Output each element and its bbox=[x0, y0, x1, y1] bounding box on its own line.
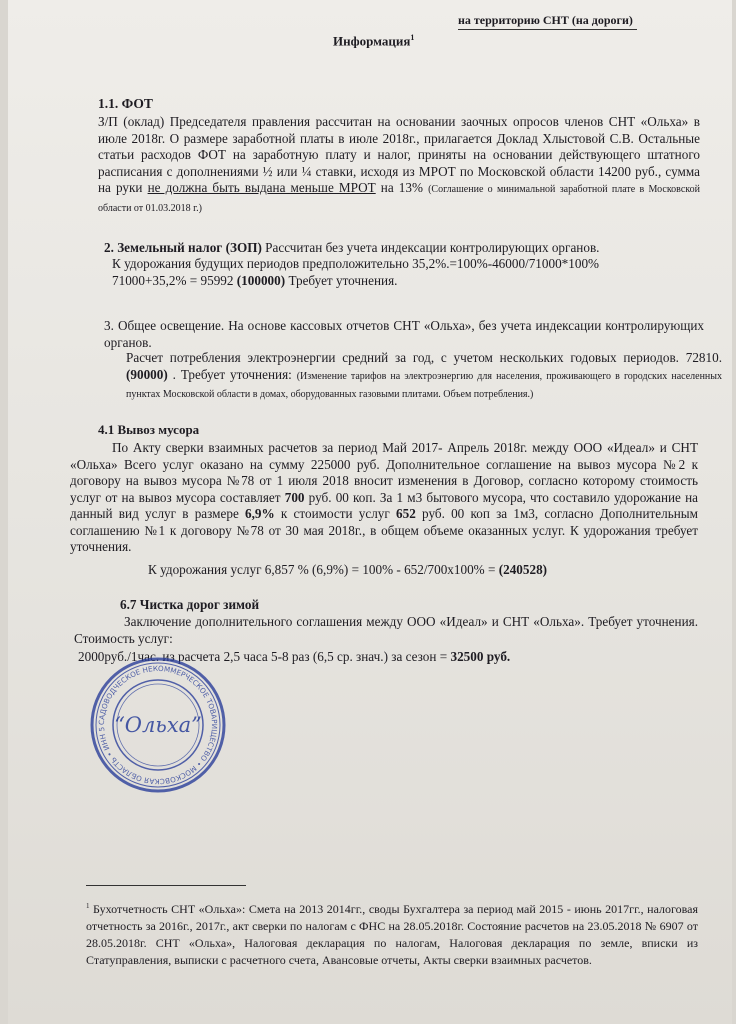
section-fot-body: З/П (оклад) Председателя правления рассчитан на основании заочных опросов членов СНТ «Ольха» в июле 2018г. О размере заработной платы в июле 2018г., прилагается Доклад Хлыстовой С.В. Остальные статьи расходов ФОТ на заработную плату и налог, приняты на основании действующего штатного расписания с дополнениями ½ или ¼ ставки, исходя из МРОТ по Московской области 14200 руб., сумма на руки не должна быть выдана меньше МРОТ на 13% (Соглашение о минимальной заработной плате в Московской области от 01.03.2018 г.) bbox=[98, 114, 700, 214]
footnote-divider bbox=[86, 885, 246, 886]
section-garbage-body: По Акту сверки взаимных расчетов за период Май 2017- Апрель 2018г. между ООО «Идеал» и СНТ «Ольха» Всего услуг оказано на сумму 225000 руб. Дополнительное соглашение на вывоз мусора №2 к договору на вывоз мусора №78 от 1 июля 2018 вносит изменения в Договор, согласно которому стоимость услуг от на вывоз мусора составляет 700 руб. 00 коп. За 1 м3 бытового мусора, что составило удорожание на данный вид услуг в размере 6,9% к стоимости услуг 652 руб. 00 коп за 1м3, согласно Дополнительным соглашению №1 к договору №78 от 30 мая 2018г., в общем объеме оказанных услуг. К удорожания требует уточнения. bbox=[70, 440, 698, 554]
document-page bbox=[8, 0, 732, 1024]
section-lighting-line1: 3. Общее освещение. На основе кассовых отчетов СНТ «Ольха», без учета индексации контролирующих органов. bbox=[104, 318, 704, 350]
section-garbage-formula: К удорожания услуг 6,857 % (6,9%) = 100% - 652/700х100% = (240528) bbox=[148, 562, 548, 577]
stamp-ring-text: САДОВОДЧЕСКОЕ НЕКОММЕРЧЕСКОЕ ТОВАРИЩЕСТВО • МОСКОВСКАЯ ОБЛАСТЬ • ИНН 5 bbox=[96, 663, 220, 787]
section-snow-body: Заключение дополнительного соглашения между ООО «Идеал» и СНТ «Ольха». Требует уточнения. Стоимость услуг: bbox=[74, 614, 698, 646]
section-garbage-title: 4.1 Вывоз мусора bbox=[98, 422, 200, 437]
header-note: на территорию СНТ (на дороги) bbox=[458, 13, 637, 30]
organization-stamp bbox=[88, 655, 228, 795]
footnote: $^1$ Бухотчетность СНТ «Ольха»: Смета на 2013 2014гг., своды Бухгалтера за период май 2015 - июнь 2017гг., налоговая отчетность за 2016г., 2017г., акт сверки по налогам с ФНС на 28.05.2018г. Состояние расчетов на 23.05.2018 № 6907 от 28.05.2018г. СНТ «Ольха», Налоговая декларация по налогам, Налоговая декларация по земле, вписки из Статуправления, выписки с расчетного счета, Авансовые отчеты, Акты сверки взаимных расчетов. bbox=[86, 902, 698, 967]
stamp-center-text: “Ольха” bbox=[114, 713, 202, 737]
section-snow-cost: 2000руб./1час. из расчета 2,5 часа 5-8 раз (6,5 ср. знач.) за сезон = 32500 руб. bbox=[78, 649, 511, 664]
footnote-ref: 1 bbox=[410, 33, 415, 42]
section-land-tax-title: 2. Земельный налог (ЗОП) Рассчитан без учета индексации контролирующих органов. bbox=[104, 240, 600, 255]
section-fot-title: 1.1. ФОТ bbox=[98, 96, 153, 111]
section-land-tax-line2: 71000+35,2% = 95992 (100000) Требует уточнения. bbox=[112, 273, 398, 288]
section-snow-title: 6.7 Чистка дорог зимой bbox=[120, 597, 260, 612]
section-lighting-line2: Расчет потребления электроэнергии средний за год, с учетом нескольких годовых периодов. 72810. (90000) . Требует уточнения: (Изменение тарифов на электроэнергию для населения, проживающего в городских населенных пунктах Московской области в домах, оборудованных газовыми плитами. Объем потребления.) bbox=[126, 350, 722, 400]
section-land-tax-line1: К удорожания будущих периодов предположительно 35,2%.=100%-46000/71000*100% bbox=[112, 256, 600, 271]
page-title: Информация$^1$ bbox=[333, 33, 415, 49]
